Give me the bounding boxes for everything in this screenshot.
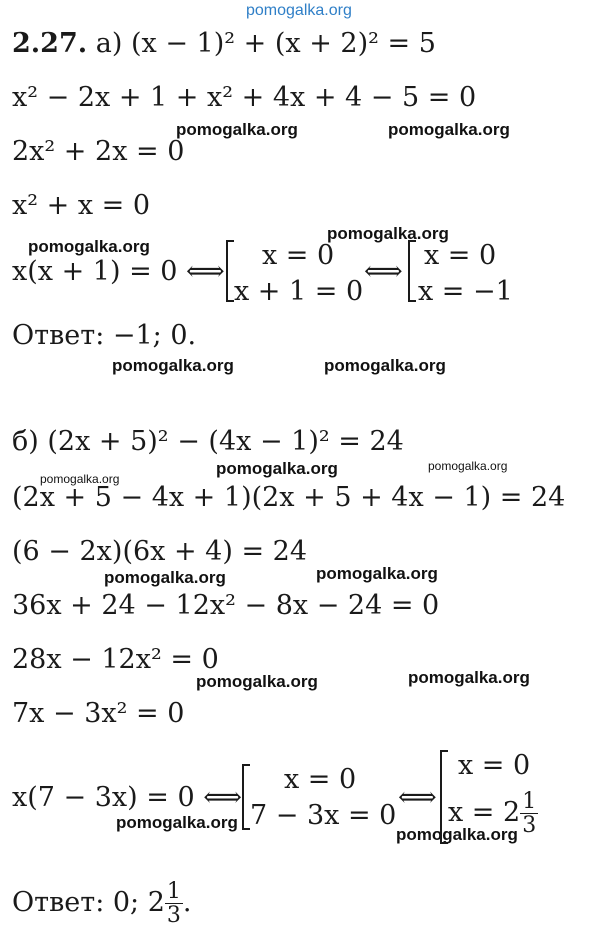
fraction-denominator: 3 <box>522 813 537 839</box>
part-b-answer-suffix: . <box>182 887 192 919</box>
part-a-system1-first: x = 0 <box>262 240 335 271</box>
part-a-step: 2x² + 2x = 0 <box>12 136 185 167</box>
part-a-system1-second: x + 1 = 0 <box>234 276 364 307</box>
part-a-system2-second: x = −1 <box>418 276 513 307</box>
system-bracket <box>440 750 448 844</box>
watermark: pomogalka.org <box>116 813 238 832</box>
watermark: pomogalka.org <box>388 120 510 139</box>
system-bracket <box>242 764 250 830</box>
part-b-answer-prefix: Ответ: 0; 2 <box>12 887 165 919</box>
part-b-step: 36x + 24 − 12x² − 8x − 24 = 0 <box>12 590 440 621</box>
watermark: pomogalka.org <box>216 459 338 478</box>
part-a-statement: а) (x − 1)² + (x + 2)² = 5 <box>95 28 436 59</box>
fraction-numerator: 1 <box>522 789 537 814</box>
part-a-answer: Ответ: −1; 0. <box>12 320 197 351</box>
watermark: pomogalka.org <box>196 672 318 691</box>
part-a-step: x(x + 1) = 0 ⟺ <box>12 256 225 287</box>
watermark-top: pomogalka.org <box>246 2 352 19</box>
problem-header <box>12 30 436 57</box>
system-bracket <box>226 240 234 302</box>
watermark: pomogalka.org <box>28 237 150 256</box>
watermark: pomogalka.org <box>428 459 508 473</box>
equivalence-symbol: ⟺ <box>364 256 403 287</box>
part-b-step: 7x − 3x² = 0 <box>12 698 185 729</box>
part-a-step: x² + x = 0 <box>12 190 151 221</box>
part-b-system2-second <box>448 790 538 837</box>
part-b-system1-first: x = 0 <box>284 764 357 795</box>
answer-fraction-denominator: 3 <box>166 903 181 928</box>
part-b-system1-second: 7 − 3x = 0 <box>250 800 397 831</box>
watermark: pomogalka.org <box>40 472 120 486</box>
watermark: pomogalka.org <box>324 356 446 375</box>
part-b-system2-second-prefix: x = 2 <box>448 797 521 829</box>
part-a-step: x² − 2x + 1 + x² + 4x + 4 − 5 = 0 <box>12 82 477 113</box>
watermark: pomogalka.org <box>396 825 518 844</box>
watermark: pomogalka.org <box>112 356 234 375</box>
part-b-statement: б) (2x + 5)² − (4x − 1)² = 24 <box>12 426 404 457</box>
watermark: pomogalka.org <box>176 120 298 139</box>
fraction <box>520 790 538 837</box>
watermark: pomogalka.org <box>327 224 449 243</box>
part-b-step: (6 − 2x)(6x + 4) = 24 <box>12 536 308 567</box>
part-b-step: (2x + 5 − 4x + 1)(2x + 5 + 4x − 1) = 24 <box>12 482 566 513</box>
answer-fraction <box>165 880 183 927</box>
part-b-step: x(7 − 3x) = 0 ⟺ <box>12 782 242 813</box>
equivalence-symbol: ⟺ <box>398 782 437 813</box>
part-b-answer <box>12 880 192 927</box>
part-b-system2-first: x = 0 <box>458 750 531 781</box>
part-b-step: 28x − 12x² = 0 <box>12 644 219 675</box>
watermark: pomogalka.org <box>104 568 226 587</box>
watermark: pomogalka.org <box>408 668 530 687</box>
part-a-system2-first: x = 0 <box>424 240 497 271</box>
problem-number: 2.27. <box>12 28 88 59</box>
watermark: pomogalka.org <box>316 564 438 583</box>
system-bracket <box>408 240 416 302</box>
answer-fraction-numerator: 1 <box>166 879 181 904</box>
